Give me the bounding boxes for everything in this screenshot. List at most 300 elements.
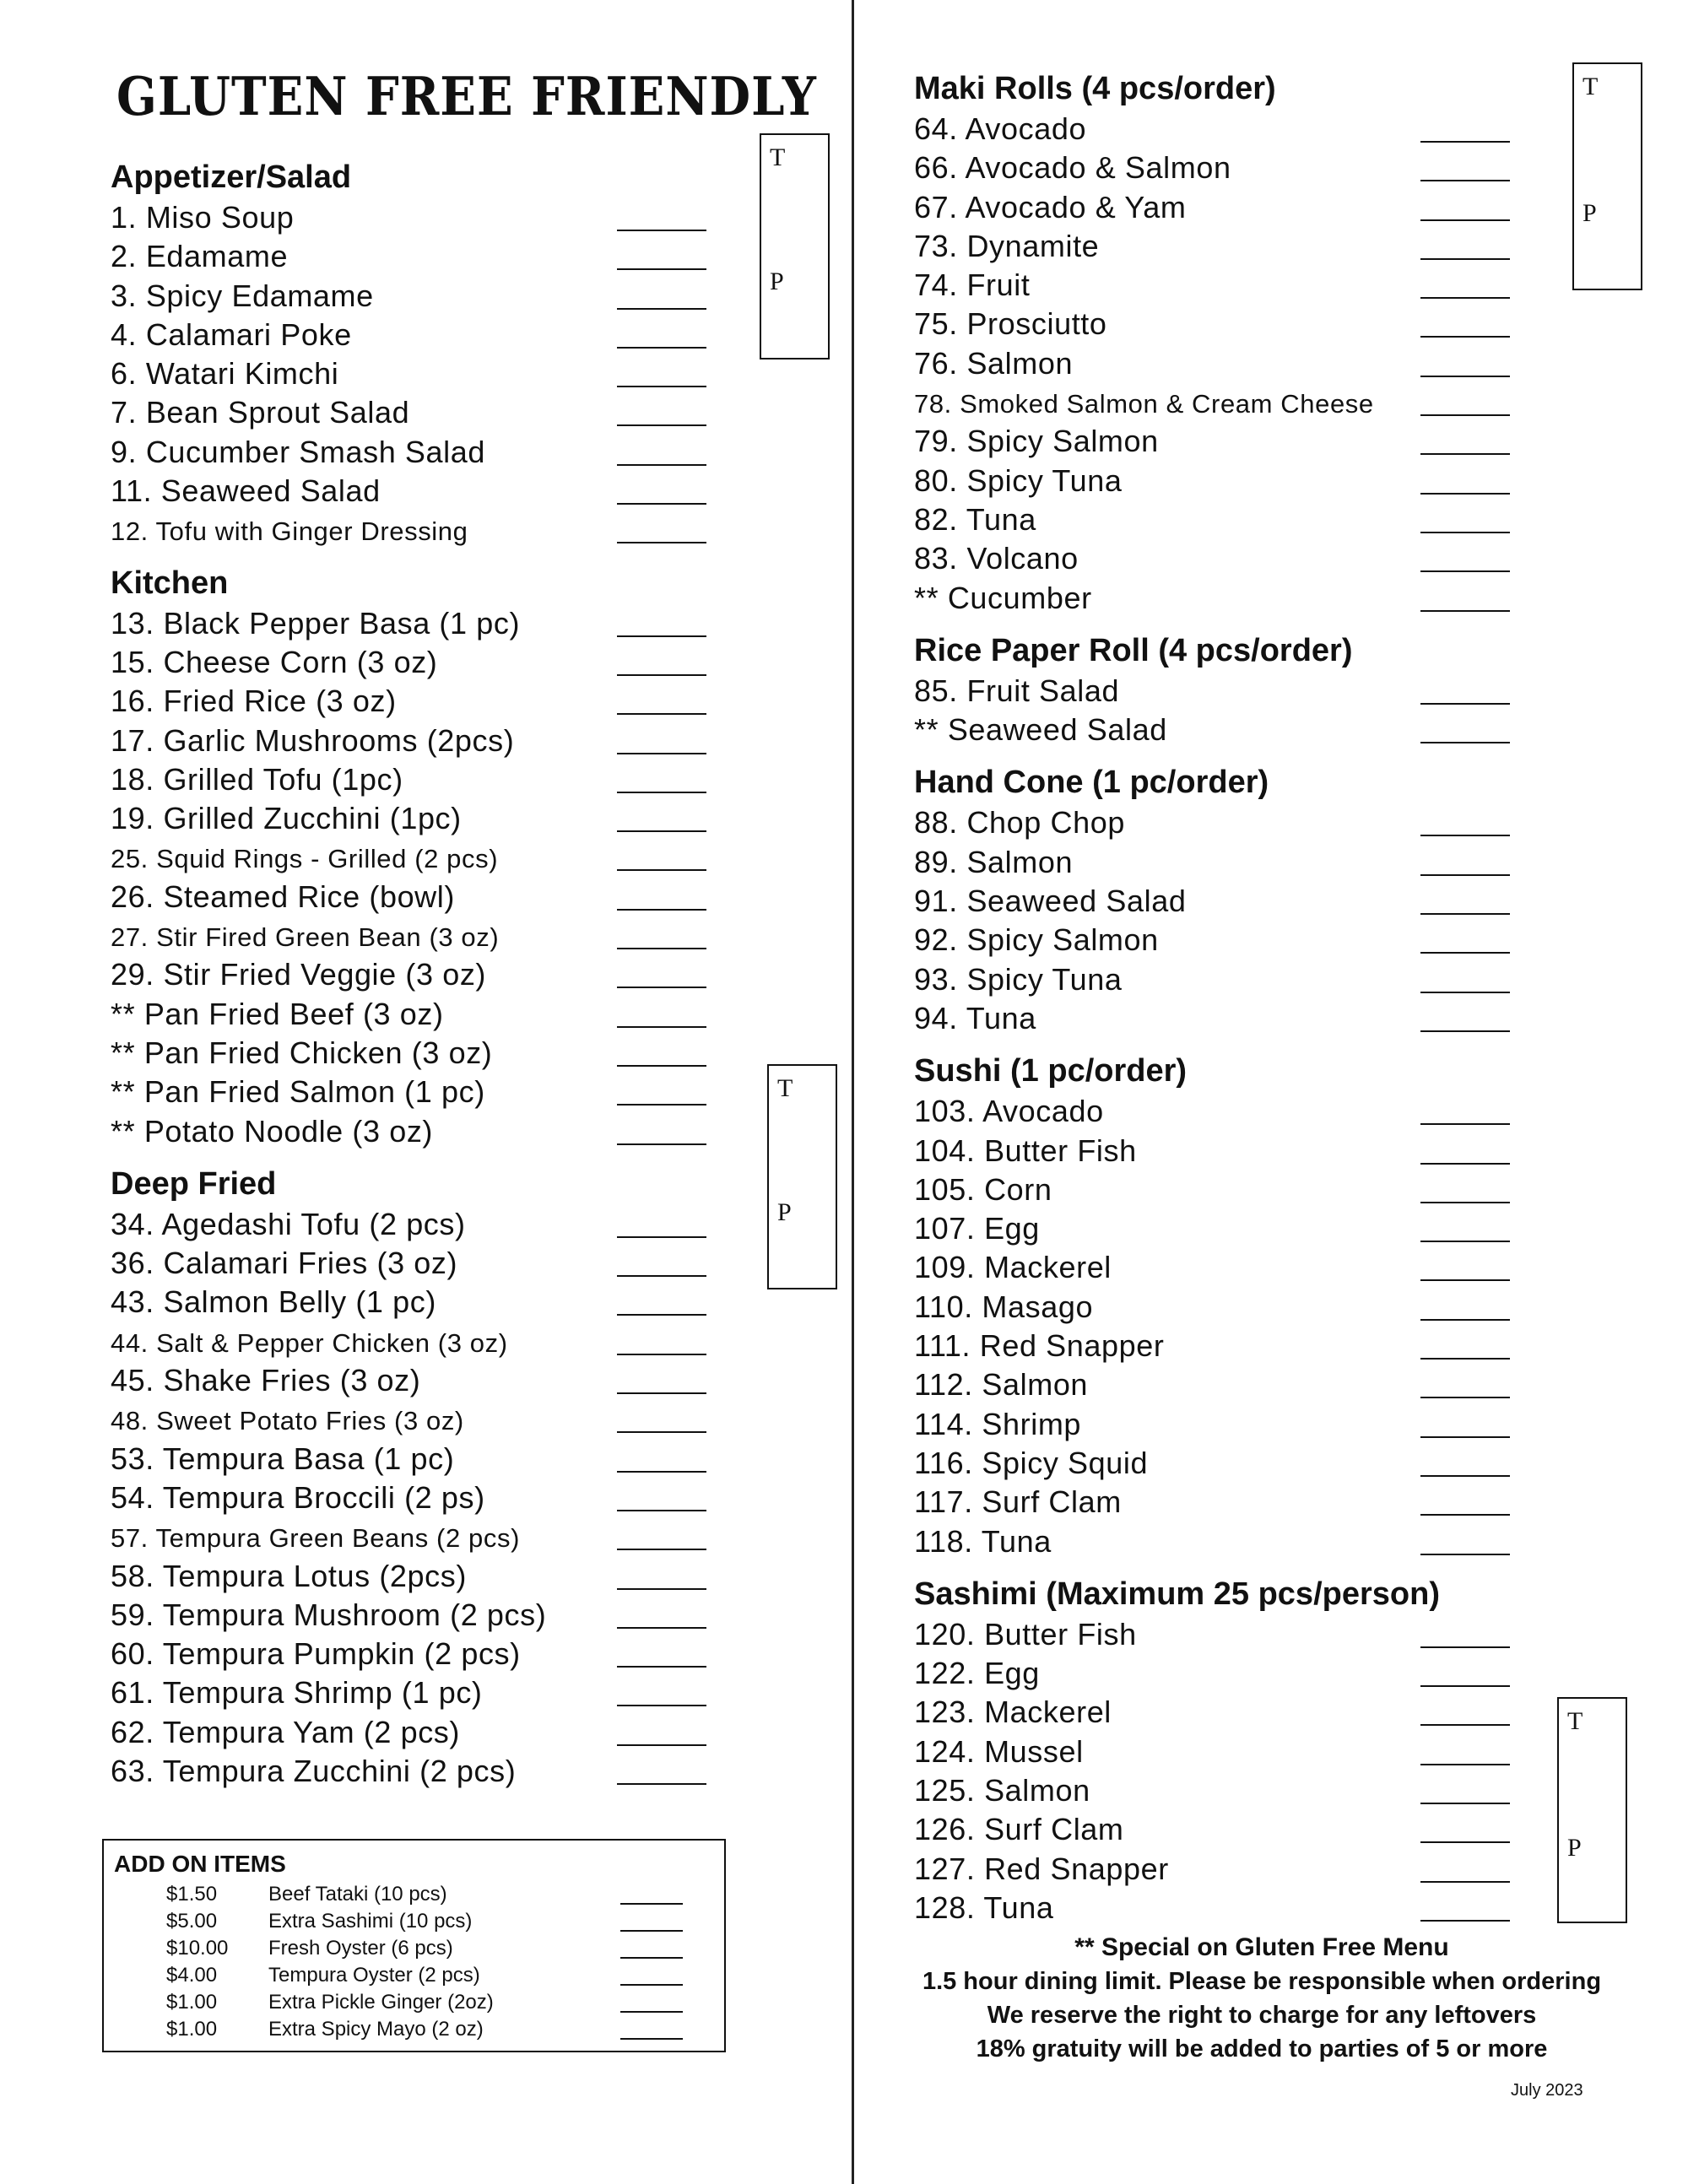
- quantity-blank[interactable]: [1420, 1685, 1510, 1687]
- menu-item: [111, 1673, 718, 1712]
- menu-item: [914, 1365, 1522, 1404]
- menu-item-label: 57. Tempura Green Beans (2 pcs): [111, 1523, 520, 1554]
- quantity-blank[interactable]: [617, 1744, 706, 1746]
- footer-line: We reserve the right to charge for any leftovers: [987, 2002, 1537, 2029]
- quantity-blank[interactable]: [1420, 1724, 1510, 1726]
- quantity-blank[interactable]: [617, 542, 706, 543]
- add-on-name: Beef Tataki (10 pcs): [268, 1883, 447, 1906]
- menu-item-label: 128. Tuna: [914, 1889, 1054, 1925]
- menu-item-label: 126. Surf Clam: [914, 1812, 1124, 1847]
- menu-item-label: 123. Mackerel: [914, 1695, 1112, 1730]
- quantity-blank[interactable]: [1420, 1030, 1510, 1032]
- menu-item-label: 125. Salmon: [914, 1772, 1090, 1808]
- quantity-blank[interactable]: [1420, 297, 1510, 299]
- menu-item: [914, 1733, 1522, 1771]
- quantity-blank[interactable]: [1420, 1241, 1510, 1242]
- quantity-blank[interactable]: [617, 1104, 706, 1106]
- menu-item: [111, 799, 718, 838]
- quantity-blank[interactable]: [620, 1903, 683, 1905]
- menu-item: [914, 1615, 1522, 1654]
- quantity-blank[interactable]: [617, 386, 706, 387]
- menu-item: [111, 916, 718, 955]
- menu-item: [111, 995, 718, 1034]
- quantity-blank[interactable]: [620, 2011, 683, 2013]
- menu-item-label: ** Pan Fried Beef (3 oz): [111, 996, 444, 1031]
- menu-item: [111, 722, 718, 760]
- menu-item: [914, 539, 1522, 578]
- menu-item-label: 88. Chop Chop: [914, 805, 1125, 841]
- quantity-blank[interactable]: [617, 674, 706, 676]
- menu-item-label: 74. Fruit: [914, 268, 1031, 303]
- quantity-blank[interactable]: [617, 869, 706, 871]
- add-on-box: [102, 1839, 726, 2052]
- quantity-blank[interactable]: [617, 1236, 706, 1238]
- footer-line: 1.5 hour dining limit. Please be responsible when ordering: [922, 1968, 1602, 1995]
- quantity-blank[interactable]: [617, 268, 706, 270]
- menu-item-label: 19. Grilled Zucchini (1pc): [111, 801, 462, 836]
- menu-item-label: 80. Spicy Tuna: [914, 462, 1123, 498]
- menu-item: [111, 1244, 718, 1283]
- menu-item-label: 89. Salmon: [914, 844, 1074, 879]
- quantity-blank[interactable]: [617, 792, 706, 793]
- menu-item-label: 118. Tuna: [914, 1523, 1052, 1559]
- menu-item-label: 62. Tempura Yam (2 pcs): [111, 1714, 460, 1749]
- page-title: GLUTEN FREE FRIENDLY: [116, 66, 817, 128]
- menu-item: [111, 1205, 718, 1244]
- quantity-blank[interactable]: [1420, 1764, 1510, 1765]
- quantity-blank[interactable]: [1420, 532, 1510, 533]
- menu-item-label: 61. Tempura Shrimp (1 pc): [111, 1675, 483, 1711]
- menu-item-label: 104. Butter Fish: [914, 1133, 1137, 1168]
- menu-item-label: 63. Tempura Zucchini (2 pcs): [111, 1753, 517, 1788]
- menu-item: [914, 1654, 1522, 1693]
- quantity-blank[interactable]: [1420, 874, 1510, 876]
- menu-item: [914, 1288, 1522, 1327]
- section-heading: Hand Cone (1 pc/order): [914, 765, 1269, 801]
- menu-item-label: 127. Red Snapper: [914, 1851, 1169, 1886]
- add-on-name: Fresh Oyster (6 pcs): [268, 1937, 453, 1960]
- add-on-price: $5.00: [166, 1910, 218, 1933]
- menu-item: [914, 1170, 1522, 1209]
- menu-item-label: 79. Spicy Salmon: [914, 424, 1159, 459]
- menu-item: [111, 1034, 718, 1073]
- add-on-item: [104, 1962, 724, 1989]
- menu-item: [111, 643, 718, 682]
- tp-box-t-label: T: [770, 143, 786, 171]
- menu-item-label: 122. Egg: [914, 1656, 1040, 1691]
- menu-item: [111, 1322, 718, 1361]
- menu-item: [111, 511, 718, 549]
- quantity-blank[interactable]: [620, 2038, 683, 2040]
- quantity-blank[interactable]: [617, 347, 706, 349]
- menu-item: [914, 188, 1522, 227]
- menu-item-list: [111, 1205, 718, 1791]
- menu-item-label: 85. Fruit Salad: [914, 673, 1120, 708]
- menu-item-label: 29. Stir Fried Veggie (3 oz): [111, 957, 487, 992]
- section-maki-rolls-4: [914, 68, 1522, 618]
- menu-item-label: 109. Mackerel: [914, 1250, 1112, 1285]
- add-on-title: ADD ON ITEMS: [114, 1851, 286, 1877]
- menu-item: [111, 198, 718, 237]
- quantity-blank[interactable]: [617, 230, 706, 231]
- menu-item-label: 15. Cheese Corn (3 oz): [111, 644, 438, 679]
- quantity-blank[interactable]: [1420, 1554, 1510, 1555]
- menu-item-label: 110. Masago: [914, 1289, 1094, 1324]
- quantity-blank[interactable]: [1420, 493, 1510, 495]
- menu-item-label: 76. Salmon: [914, 345, 1074, 381]
- add-on-name: Extra Spicy Mayo (2 oz): [268, 2018, 484, 2041]
- quantity-blank[interactable]: [617, 308, 706, 310]
- menu-item-label: 43. Salmon Belly (1 pc): [111, 1284, 436, 1320]
- menu-item: [914, 803, 1522, 842]
- add-on-name: Tempura Oyster (2 pcs): [268, 1964, 480, 1987]
- quantity-blank[interactable]: [1420, 610, 1510, 612]
- quantity-blank[interactable]: [1420, 219, 1510, 221]
- quantity-blank[interactable]: [1420, 1279, 1510, 1281]
- menu-item-label: 25. Squid Rings - Grilled (2 pcs): [111, 844, 499, 874]
- quantity-blank[interactable]: [1420, 1475, 1510, 1477]
- quantity-blank[interactable]: [1420, 835, 1510, 836]
- menu-item: [111, 1557, 718, 1596]
- tp-box-t-label: T: [777, 1074, 793, 1102]
- add-on-price: $1.00: [166, 1991, 218, 2014]
- menu-item-list: [914, 803, 1522, 1038]
- section-heading: Sashimi (Maximum 25 pcs/person): [914, 1576, 1440, 1612]
- menu-item-label: 93. Spicy Tuna: [914, 961, 1123, 997]
- quantity-blank[interactable]: [617, 1705, 706, 1706]
- quantity-blank[interactable]: [1420, 1646, 1510, 1648]
- menu-item: [914, 344, 1522, 383]
- section-deep-fried: [111, 1163, 718, 1791]
- menu-item-label: 6. Watari Kimchi: [111, 356, 339, 392]
- right-column: [914, 68, 1522, 1927]
- section-kitchen: [111, 562, 718, 1151]
- menu-item: [914, 1522, 1522, 1561]
- menu-item: [111, 1635, 718, 1673]
- quantity-blank[interactable]: [1420, 1202, 1510, 1203]
- section-heading: Rice Paper Roll (4 pcs/order): [914, 632, 1353, 668]
- menu-item: [111, 354, 718, 393]
- menu-item-label: 36. Calamari Fries (3 oz): [111, 1246, 458, 1281]
- menu-item-label: 9. Cucumber Smash Salad: [111, 434, 486, 469]
- menu-item: [111, 1713, 718, 1752]
- quantity-blank[interactable]: [617, 1549, 706, 1550]
- menu-item: [111, 277, 718, 316]
- quantity-blank[interactable]: [617, 948, 706, 949]
- quantity-blank[interactable]: [1420, 1123, 1510, 1125]
- menu-item: [914, 227, 1522, 266]
- menu-item: [914, 1405, 1522, 1444]
- menu-item-label: ** Pan Fried Salmon (1 pc): [111, 1074, 485, 1110]
- menu-item: [111, 955, 718, 994]
- menu-item-label: 117. Surf Clam: [914, 1484, 1122, 1520]
- quantity-blank[interactable]: [1420, 1358, 1510, 1360]
- menu-item-label: 120. Butter Fish: [914, 1616, 1137, 1652]
- menu-item: [111, 1752, 718, 1791]
- menu-item-label: 83. Volcano: [914, 541, 1079, 576]
- add-on-item: [104, 1881, 724, 1908]
- menu-item-list: [111, 604, 718, 1151]
- menu-item-label: 2. Edamame: [111, 239, 289, 274]
- quantity-blank[interactable]: [620, 1957, 683, 1959]
- quantity-blank[interactable]: [617, 424, 706, 426]
- add-on-item: [104, 1989, 724, 2016]
- quantity-blank[interactable]: [617, 1471, 706, 1473]
- quantity-blank[interactable]: [1420, 1841, 1510, 1843]
- quantity-blank[interactable]: [617, 987, 706, 988]
- menu-date: July 2023: [1511, 2081, 1583, 2100]
- menu-item: [914, 843, 1522, 882]
- footer-line: ** Special on Gluten Free Menu: [1074, 1933, 1449, 1961]
- add-on-price: $4.00: [166, 1964, 218, 1987]
- menu-item: [914, 422, 1522, 461]
- tp-box-p-label: P: [777, 1198, 792, 1226]
- menu-item-list: [914, 1615, 1522, 1927]
- menu-item-label: 44. Salt & Pepper Chicken (3 oz): [111, 1327, 508, 1358]
- menu-item-label: 116. Spicy Squid: [914, 1445, 1149, 1480]
- menu-item-label: ** Seaweed Salad: [914, 712, 1167, 748]
- menu-item-label: 124. Mussel: [914, 1733, 1084, 1769]
- menu-item-label: 112. Salmon: [914, 1367, 1089, 1403]
- quantity-blank[interactable]: [1420, 1163, 1510, 1165]
- quantity-blank[interactable]: [617, 753, 706, 754]
- menu-item: [111, 433, 718, 472]
- menu-item-label: 17. Garlic Mushrooms (2pcs): [111, 722, 515, 758]
- menu-item: [914, 1850, 1522, 1889]
- menu-item: [914, 882, 1522, 921]
- tp-box-t-label: T: [1582, 73, 1599, 100]
- footer-line: 18% gratuity will be added to parties of 5 or more: [976, 2035, 1548, 2062]
- menu-item: [111, 838, 718, 877]
- menu-item-label: 67. Avocado & Yam: [914, 189, 1187, 224]
- menu-item-label: 78. Smoked Salmon & Cream Cheese: [914, 389, 1374, 419]
- quantity-blank[interactable]: [1420, 180, 1510, 181]
- section-heading: Appetizer/Salad: [111, 159, 352, 195]
- section-hand-cone-1: [914, 761, 1522, 1038]
- menu-item: [111, 1112, 718, 1151]
- quantity-blank[interactable]: [1420, 336, 1510, 338]
- quantity-blank[interactable]: [617, 1354, 706, 1355]
- menu-item: [111, 1517, 718, 1556]
- menu-item-label: 27. Stir Fired Green Bean (3 oz): [111, 922, 500, 953]
- menu-item: [111, 760, 718, 799]
- menu-item-label: 54. Tempura Broccili (2 ps): [111, 1479, 485, 1515]
- menu-item-label: 94. Tuna: [914, 1000, 1036, 1035]
- menu-item-label: 107. Egg: [914, 1211, 1040, 1246]
- quantity-blank[interactable]: [1420, 703, 1510, 705]
- section-sashimi-maximum-25: [914, 1573, 1522, 1927]
- menu-item-label: 114. Shrimp: [914, 1406, 1082, 1441]
- add-on-price: $1.00: [166, 2018, 218, 2041]
- quantity-blank[interactable]: [1420, 952, 1510, 954]
- quantity-blank[interactable]: [1420, 1397, 1510, 1398]
- menu-item: [914, 921, 1522, 960]
- menu-item: [914, 960, 1522, 999]
- quantity-blank[interactable]: [617, 1026, 706, 1028]
- quantity-blank[interactable]: [617, 503, 706, 505]
- menu-item: [914, 305, 1522, 343]
- quantity-blank[interactable]: [1420, 376, 1510, 377]
- quantity-blank[interactable]: [1420, 453, 1510, 455]
- tp-box-kitchen: [767, 1064, 837, 1289]
- menu-item-label: 105. Corn: [914, 1171, 1052, 1207]
- menu-item: [111, 1596, 718, 1635]
- quantity-blank[interactable]: [1420, 1436, 1510, 1438]
- menu-item-label: 59. Tempura Mushroom (2 pcs): [111, 1597, 547, 1632]
- quantity-blank[interactable]: [1420, 414, 1510, 416]
- quantity-blank[interactable]: [1420, 141, 1510, 143]
- quantity-blank[interactable]: [617, 1275, 706, 1277]
- menu-item-label: 75. Prosciutto: [914, 306, 1107, 342]
- menu-item: [914, 1483, 1522, 1522]
- menu-item: [914, 462, 1522, 500]
- quantity-blank[interactable]: [617, 1065, 706, 1067]
- quantity-blank[interactable]: [1420, 1514, 1510, 1516]
- tp-box-p-label: P: [1582, 199, 1597, 227]
- quantity-blank[interactable]: [617, 909, 706, 911]
- menu-item: [111, 393, 718, 432]
- add-on-item: [104, 1908, 724, 1935]
- menu-item: [914, 1810, 1522, 1849]
- quantity-blank[interactable]: [617, 830, 706, 832]
- tp-box-t-label: T: [1567, 1707, 1583, 1735]
- section-heading: Deep Fried: [111, 1165, 277, 1202]
- quantity-blank[interactable]: [617, 1392, 706, 1394]
- menu-item: [111, 1479, 718, 1517]
- section-rice-paper-roll: [914, 630, 1522, 750]
- quantity-blank[interactable]: [1420, 1803, 1510, 1804]
- menu-item-label: 64. Avocado: [914, 111, 1087, 146]
- menu-item-label: 26. Steamed Rice (bowl): [111, 878, 455, 914]
- menu-item-label: ** Pan Fried Chicken (3 oz): [111, 1035, 493, 1070]
- menu-item: [914, 1248, 1522, 1287]
- quantity-blank[interactable]: [617, 1510, 706, 1511]
- quantity-blank[interactable]: [620, 1984, 683, 1986]
- menu-item-label: 16. Fried Rice (3 oz): [111, 684, 397, 719]
- menu-item: [914, 1771, 1522, 1810]
- quantity-blank[interactable]: [617, 1783, 706, 1785]
- menu-item-list: [914, 110, 1522, 618]
- tp-box-sashimi: [1557, 1697, 1627, 1923]
- menu-item: [914, 1132, 1522, 1170]
- menu-item: [111, 1283, 718, 1322]
- menu-item: [111, 682, 718, 721]
- add-on-name: Extra Pickle Ginger (2oz): [268, 1991, 494, 2014]
- quantity-blank[interactable]: [1420, 913, 1510, 915]
- section-heading: Kitchen: [111, 565, 229, 601]
- page-divider: [852, 0, 854, 2184]
- menu-item: [914, 1092, 1522, 1131]
- menu-item: [111, 1440, 718, 1479]
- menu-item: [111, 316, 718, 354]
- menu-item-label: 82. Tuna: [914, 501, 1036, 537]
- menu-item: [111, 1361, 718, 1400]
- quantity-blank[interactable]: [617, 1143, 706, 1145]
- menu-item-label: 103. Avocado: [914, 1094, 1104, 1129]
- footer-notes: [903, 1931, 1620, 2066]
- menu-item-label: 7. Bean Sprout Salad: [111, 395, 410, 430]
- quantity-blank[interactable]: [617, 713, 706, 715]
- menu-item: [111, 604, 718, 643]
- add-on-price: $1.50: [166, 1883, 218, 1906]
- section-heading: Maki Rolls (4 pcs/order): [914, 71, 1276, 106]
- quantity-blank[interactable]: [617, 1314, 706, 1316]
- quantity-blank[interactable]: [1420, 1881, 1510, 1883]
- quantity-blank[interactable]: [1420, 992, 1510, 993]
- menu-item-label: 18. Grilled Tofu (1pc): [111, 761, 403, 797]
- quantity-blank[interactable]: [617, 1627, 706, 1629]
- quantity-blank[interactable]: [617, 1588, 706, 1590]
- tp-box-appetizer: [760, 133, 830, 359]
- menu-item: [914, 383, 1522, 422]
- menu-item-label: 12. Tofu with Ginger Dressing: [111, 516, 468, 547]
- menu-item-label: 92. Spicy Salmon: [914, 922, 1159, 958]
- menu-item-label: ** Potato Noodle (3 oz): [111, 1113, 434, 1149]
- quantity-blank[interactable]: [1420, 742, 1510, 743]
- menu-item-label: 48. Sweet Potato Fries (3 oz): [111, 1406, 464, 1436]
- quantity-blank[interactable]: [620, 1930, 683, 1932]
- menu-item-label: 34. Agedashi Tofu (2 pcs): [111, 1206, 466, 1241]
- menu-item-list: [111, 198, 718, 550]
- menu-item: [111, 1073, 718, 1111]
- menu-item: [914, 1209, 1522, 1248]
- quantity-blank[interactable]: [1420, 570, 1510, 572]
- left-column: [111, 156, 718, 1791]
- menu-item: [914, 1327, 1522, 1365]
- menu-item-label: 1. Miso Soup: [111, 200, 295, 235]
- menu-item: [914, 500, 1522, 539]
- menu-item: [914, 579, 1522, 618]
- menu-item-label: 111. Red Snapper: [914, 1328, 1165, 1364]
- menu-item-label: 60. Tempura Pumpkin (2 pcs): [111, 1636, 521, 1672]
- section-sushi-1-pc: [914, 1050, 1522, 1561]
- menu-item: [914, 711, 1522, 749]
- menu-item: [914, 266, 1522, 305]
- section-appetizer-salad: [111, 156, 718, 550]
- menu-item-label: ** Cucumber: [914, 580, 1092, 615]
- menu-item: [914, 1693, 1522, 1732]
- menu-item: [111, 878, 718, 916]
- menu-item: [914, 1444, 1522, 1483]
- menu-item-label: 11. Seaweed Salad: [111, 473, 381, 509]
- tp-box-p-label: P: [770, 268, 784, 295]
- quantity-blank[interactable]: [617, 1666, 706, 1668]
- quantity-blank[interactable]: [617, 1431, 706, 1433]
- menu-item: [111, 472, 718, 511]
- tp-box-p-label: P: [1567, 1834, 1582, 1862]
- add-on-price: $10.00: [166, 1937, 229, 1960]
- menu-item-label: 66. Avocado & Salmon: [914, 150, 1231, 186]
- menu-item: [914, 110, 1522, 149]
- tp-box-maki: [1572, 62, 1642, 290]
- quantity-blank[interactable]: [617, 464, 706, 466]
- menu-item: [914, 149, 1522, 187]
- menu-item-label: 13. Black Pepper Basa (1 pc): [111, 605, 521, 641]
- quantity-blank[interactable]: [1420, 1319, 1510, 1321]
- quantity-blank[interactable]: [617, 635, 706, 637]
- quantity-blank[interactable]: [1420, 258, 1510, 260]
- menu-item-label: 73. Dynamite: [914, 228, 1100, 263]
- menu-item: [111, 1400, 718, 1439]
- menu-item: [914, 1889, 1522, 1927]
- menu-item-list: [914, 1092, 1522, 1561]
- quantity-blank[interactable]: [1420, 1920, 1510, 1922]
- add-on-item: [104, 1935, 724, 1962]
- menu-item-label: 3. Spicy Edamame: [111, 278, 374, 313]
- menu-item-label: 58. Tempura Lotus (2pcs): [111, 1558, 467, 1593]
- section-heading: Sushi (1 pc/order): [914, 1053, 1188, 1089]
- menu-item-label: 53. Tempura Basa (1 pc): [111, 1441, 455, 1476]
